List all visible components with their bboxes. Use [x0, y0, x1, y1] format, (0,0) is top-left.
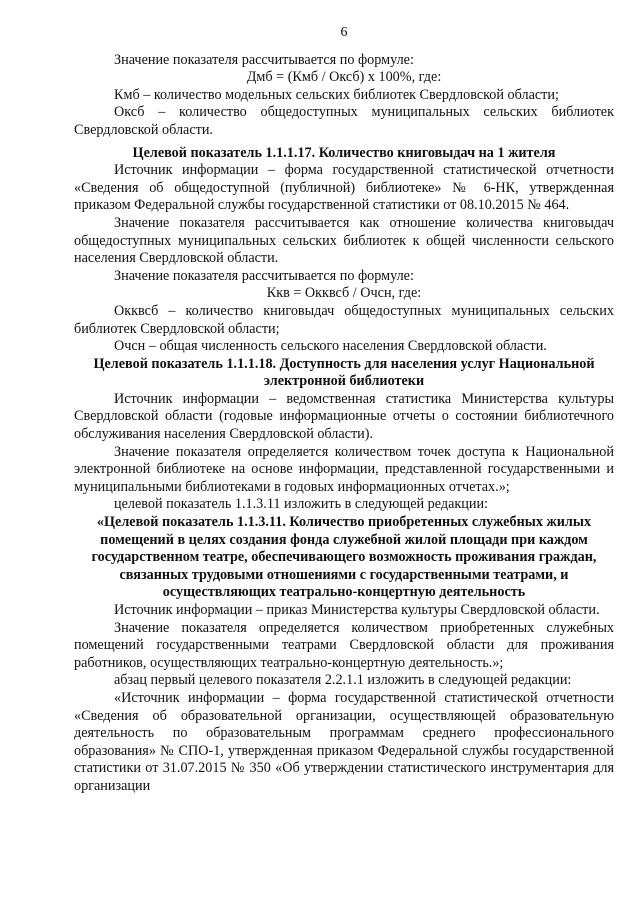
definition-kmb: Кмб – количество модельных сельских библиотек Свердловской области;	[114, 86, 559, 103]
source-info-1-1-1-17: Источник информации – форма государственной статистической отчетности «Сведения об общедоступной (публичной) библиотеке» № 6-НК, утвержденная приказом Федеральной службы государственной статистики от 08.10.2015 № 464.	[74, 162, 614, 214]
heading-indicator-1-1-1-17: Целевой показатель 1.1.1.17. Количество книговыдач на 1 жителя	[132, 144, 556, 161]
calc-description-1-1-1-18: Значение показателя определяется количеством точек доступа к Национальной электронной библиотеке на основе информации, представленной государственными и муниципальными библиотеками в годовых информационных отчетах.»;	[74, 443, 614, 495]
formula-kkv: Ккв = Окквсб / Очсн, где:	[266, 285, 422, 302]
page-number: 6	[340, 25, 348, 40]
heading-indicator-1-1-3-11: «Целевой показатель 1.1.3.11. Количество приобретенных служебных жилых помещений в целях создания фонда служебной жилой площади при каждом государственном театре, обеспечивающего возможность проживания граждан, связанных трудовыми отношениями с государственными театрами, и осуществляющих театрально-концертную деятельность	[91, 514, 597, 601]
definition-okkvsb: Окквсб – количество книговыдач общедоступных муниципальных сельских библиотек Свердловской области;	[74, 302, 614, 337]
instruction-2-2-1-1: абзац первый целевого показателя 2.2.1.1 изложить в следующей редакции:	[114, 672, 572, 689]
source-info-1-1-1-18: Источник информации – ведомственная статистика Министерства культуры Свердловской области (годовые информационные отчеты о состоянии библиотечного обслуживания населения Свердловской области).	[74, 390, 614, 443]
definition-ochsn: Очсн – общая численность сельского населения Свердловской области.	[114, 338, 547, 355]
document-page	[74, 24, 614, 796]
calc-description-1-1-3-11: Значение показателя определяется количеством приобретенных служебных помещений государственными театрами Свердловской области для проживания работников, осуществляющих театрально-концертную деятельность.»;	[74, 619, 614, 671]
source-info-2-2-1-1: «Источник информации – форма государственной статистической отчетности «Сведения об образовательной организации, осуществляющей образовательную деятельность по образовательным программам среднего профессионального образования» № СПО-1, утвержденная приказом Федеральной службы государственной статистики от 31.07.2015 № 350 «Об утверждении статистического инструментария для организации	[74, 689, 614, 794]
formula-intro: Значение показателя рассчитывается по формуле:	[114, 51, 414, 68]
calc-description-1-1-1-17: Значение показателя рассчитывается как отношение количества книговыдач общедоступных муниципальных сельских библиотек к общей численности сельского населения Свердловской области.	[74, 214, 614, 267]
formula-dmb: Дмб = (Кмб / Оксб) х 100%, где:	[246, 69, 442, 86]
heading-indicator-1-1-1-18: Целевой показатель 1.1.1.18. Доступность для населения услуг Национальной электронной библиотеки	[93, 355, 595, 390]
instruction-1-1-3-11: целевой показатель 1.1.3.11 изложить в следующей редакции:	[114, 496, 488, 513]
definition-oksb: Оксб – количество общедоступных муниципальных сельских библиотек Свердловской области.	[74, 104, 614, 138]
formula-intro-2: Значение показателя рассчитывается по формуле:	[114, 267, 414, 284]
source-info-1-1-3-11: Источник информации – приказ Министерства культуры Свердловской области.	[114, 602, 600, 618]
